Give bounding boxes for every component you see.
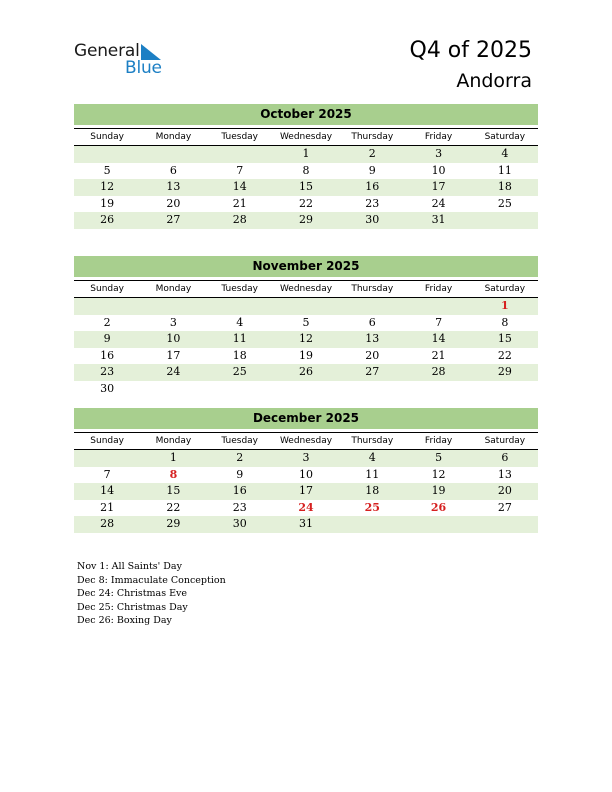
day-cell: 10: [298, 467, 313, 481]
day-cell: [207, 298, 273, 315]
day-cell: [273, 381, 339, 398]
day-cell: [74, 146, 140, 163]
weekday-label: Tuesday: [221, 132, 259, 142]
day-cell: 23: [232, 500, 247, 514]
day-cell: 2: [368, 147, 376, 160]
weekday-label: Saturday: [484, 284, 526, 294]
day-cell: 11: [497, 163, 512, 177]
weekday-label: Saturday: [484, 132, 526, 142]
holiday-note: Dec 8: Immaculate Conception: [77, 574, 226, 586]
day-cell: 12: [298, 332, 313, 345]
day-cell: 13: [365, 332, 380, 345]
weekday-label: Friday: [424, 284, 453, 294]
day-cell: 20: [365, 348, 380, 362]
week-row: [74, 196, 538, 213]
weekday-label: Sunday: [90, 132, 124, 142]
week-row: [74, 381, 538, 398]
weekday-label: Wednesday: [279, 284, 333, 294]
day-cell: 14: [100, 484, 115, 497]
weekday-header: [74, 280, 538, 298]
day-cell: 31: [431, 213, 446, 226]
day-cell: 28: [100, 517, 115, 530]
day-cell: 30: [100, 381, 115, 395]
day-cell: 29: [497, 365, 512, 378]
day-cell: 29: [166, 517, 181, 530]
day-cell: 19: [298, 348, 313, 362]
weekday-header: [74, 128, 538, 146]
weekday-label: Thursday: [351, 284, 394, 294]
day-cell: 4: [368, 451, 376, 464]
day-cell: 6: [501, 451, 509, 464]
day-cell: 24: [166, 365, 181, 378]
week-row: [74, 364, 538, 381]
day-cell: 21: [431, 348, 446, 362]
day-cell: 28: [232, 213, 247, 226]
day-cell: 9: [103, 332, 111, 345]
day-cell: 14: [232, 180, 247, 193]
weekday-label: Tuesday: [221, 284, 259, 294]
weekday-label: Wednesday: [279, 436, 333, 446]
day-cell: 15: [166, 484, 181, 497]
day-cell: 15: [497, 332, 512, 345]
day-cell: 23: [100, 365, 115, 378]
day-cell: 12: [100, 180, 115, 193]
holiday-note: Dec 25: Christmas Day: [77, 601, 188, 613]
day-cell: [405, 381, 471, 398]
day-cell: [74, 450, 140, 467]
day-cell: 3: [302, 451, 310, 464]
day-cell: 8: [302, 163, 310, 177]
day-cell: 10: [431, 163, 446, 177]
day-cell: [339, 381, 405, 398]
month-calendar: [74, 256, 538, 397]
holiday-note: Dec 24: Christmas Eve: [77, 588, 188, 599]
day-cell: 28: [431, 365, 446, 378]
day-cell: 25: [232, 365, 247, 378]
day-cell: [472, 212, 538, 229]
weekday-header: [74, 432, 538, 450]
day-cell: [472, 516, 538, 533]
day-cell: 17: [166, 348, 181, 362]
day-cell: 25: [497, 196, 512, 210]
day-cell: [339, 298, 405, 315]
page-title: Q4 of 2025: [409, 38, 532, 63]
weekday-label: Sunday: [90, 436, 124, 446]
day-cell: 18: [497, 180, 512, 193]
holiday-day-cell: 1: [501, 299, 509, 312]
day-cell: [207, 381, 273, 398]
day-cell: 3: [169, 315, 177, 329]
day-cell: 30: [365, 213, 380, 226]
generalblue-logo: [74, 41, 184, 81]
day-cell: 22: [166, 500, 181, 514]
month-calendar: [74, 104, 538, 229]
weekday-label: Monday: [155, 284, 192, 294]
day-cell: 14: [431, 332, 446, 345]
week-row: [74, 146, 538, 163]
day-cell: 16: [365, 180, 380, 193]
weekday-label: Friday: [424, 436, 453, 446]
month-title: November 2025: [74, 256, 538, 277]
day-cell: [140, 381, 206, 398]
day-cell: 19: [100, 196, 115, 210]
day-cell: 11: [232, 332, 247, 345]
weekday-label: Monday: [155, 132, 192, 142]
weekday-label: Thursday: [351, 436, 394, 446]
weekday-label: Thursday: [351, 132, 394, 142]
weekday-label: Tuesday: [221, 436, 259, 446]
day-cell: 22: [298, 196, 313, 210]
day-cell: 18: [232, 348, 247, 362]
logo-text-general: General: [74, 41, 140, 61]
week-row: [74, 516, 538, 533]
day-cell: 30: [232, 517, 247, 530]
weekday-label: Saturday: [484, 436, 526, 446]
weekday-label: Monday: [155, 436, 192, 446]
day-cell: 1: [169, 451, 177, 464]
day-cell: 20: [166, 196, 181, 210]
day-cell: 26: [100, 213, 115, 226]
day-cell: 16: [100, 348, 115, 362]
day-cell: 3: [435, 147, 443, 160]
week-row: [74, 163, 538, 180]
day-cell: 27: [497, 500, 512, 514]
day-cell: 23: [365, 196, 380, 210]
day-cell: 21: [100, 500, 115, 514]
month-title: October 2025: [74, 104, 538, 125]
day-cell: 27: [365, 365, 380, 378]
day-cell: 5: [103, 163, 111, 177]
weekday-label: Friday: [424, 132, 453, 142]
holiday-note: Dec 26: Boxing Day: [77, 615, 172, 626]
day-cell: 19: [431, 484, 446, 497]
day-cell: 7: [435, 315, 443, 329]
day-cell: 13: [166, 180, 181, 193]
week-row: [74, 483, 538, 500]
day-cell: 31: [298, 517, 313, 530]
day-cell: 4: [501, 147, 509, 160]
day-cell: 21: [232, 196, 247, 210]
week-row: [74, 212, 538, 229]
day-cell: 10: [166, 332, 181, 345]
day-cell: 24: [431, 196, 446, 210]
week-row: [74, 298, 538, 315]
holiday-day-cell: 25: [364, 500, 380, 514]
day-cell: 29: [298, 213, 313, 226]
country-name: Andorra: [456, 70, 532, 92]
weekday-label: Wednesday: [279, 132, 333, 142]
day-cell: 9: [368, 163, 376, 177]
day-cell: 18: [365, 484, 380, 497]
week-row: [74, 450, 538, 467]
day-cell: 4: [236, 315, 244, 329]
day-cell: 6: [368, 315, 376, 329]
day-cell: 9: [236, 467, 244, 481]
day-cell: [339, 516, 405, 533]
day-cell: [472, 381, 538, 398]
day-cell: 5: [302, 315, 310, 329]
week-row: [74, 179, 538, 196]
day-cell: 22: [497, 348, 512, 362]
day-cell: 7: [103, 467, 111, 481]
month-calendar: [74, 408, 538, 533]
day-cell: [74, 298, 140, 315]
day-cell: 16: [232, 484, 247, 497]
day-cell: 20: [497, 484, 512, 497]
day-cell: 27: [166, 213, 181, 226]
day-cell: 8: [501, 315, 509, 329]
day-cell: [140, 146, 206, 163]
day-cell: 26: [298, 365, 313, 378]
day-cell: [273, 298, 339, 315]
week-row: [74, 348, 538, 365]
day-cell: 15: [298, 180, 313, 193]
day-cell: 2: [103, 315, 111, 329]
holiday-day-cell: 26: [430, 500, 447, 514]
holiday-list: [77, 560, 226, 628]
day-cell: 17: [298, 484, 313, 497]
weekday-label: Sunday: [90, 284, 124, 294]
day-cell: 17: [431, 180, 446, 193]
month-title: December 2025: [74, 408, 538, 429]
week-row: [74, 467, 538, 484]
day-cell: 6: [169, 163, 177, 177]
day-cell: 1: [302, 147, 310, 160]
week-row: [74, 500, 538, 517]
day-cell: [405, 516, 471, 533]
week-row: [74, 331, 538, 348]
day-cell: [405, 298, 471, 315]
day-cell: 13: [497, 467, 512, 481]
holiday-day-cell: 24: [298, 500, 314, 514]
day-cell: 5: [435, 451, 443, 464]
day-cell: 2: [236, 451, 244, 464]
day-cell: 7: [236, 163, 244, 177]
holiday-day-cell: 8: [169, 467, 178, 481]
holiday-note: Nov 1: All Saints' Day: [77, 561, 182, 572]
day-cell: 11: [365, 467, 380, 481]
week-row: [74, 315, 538, 332]
day-cell: [140, 298, 206, 315]
day-cell: [207, 146, 273, 163]
day-cell: 12: [431, 467, 446, 481]
logo-text-blue: Blue: [125, 58, 162, 78]
